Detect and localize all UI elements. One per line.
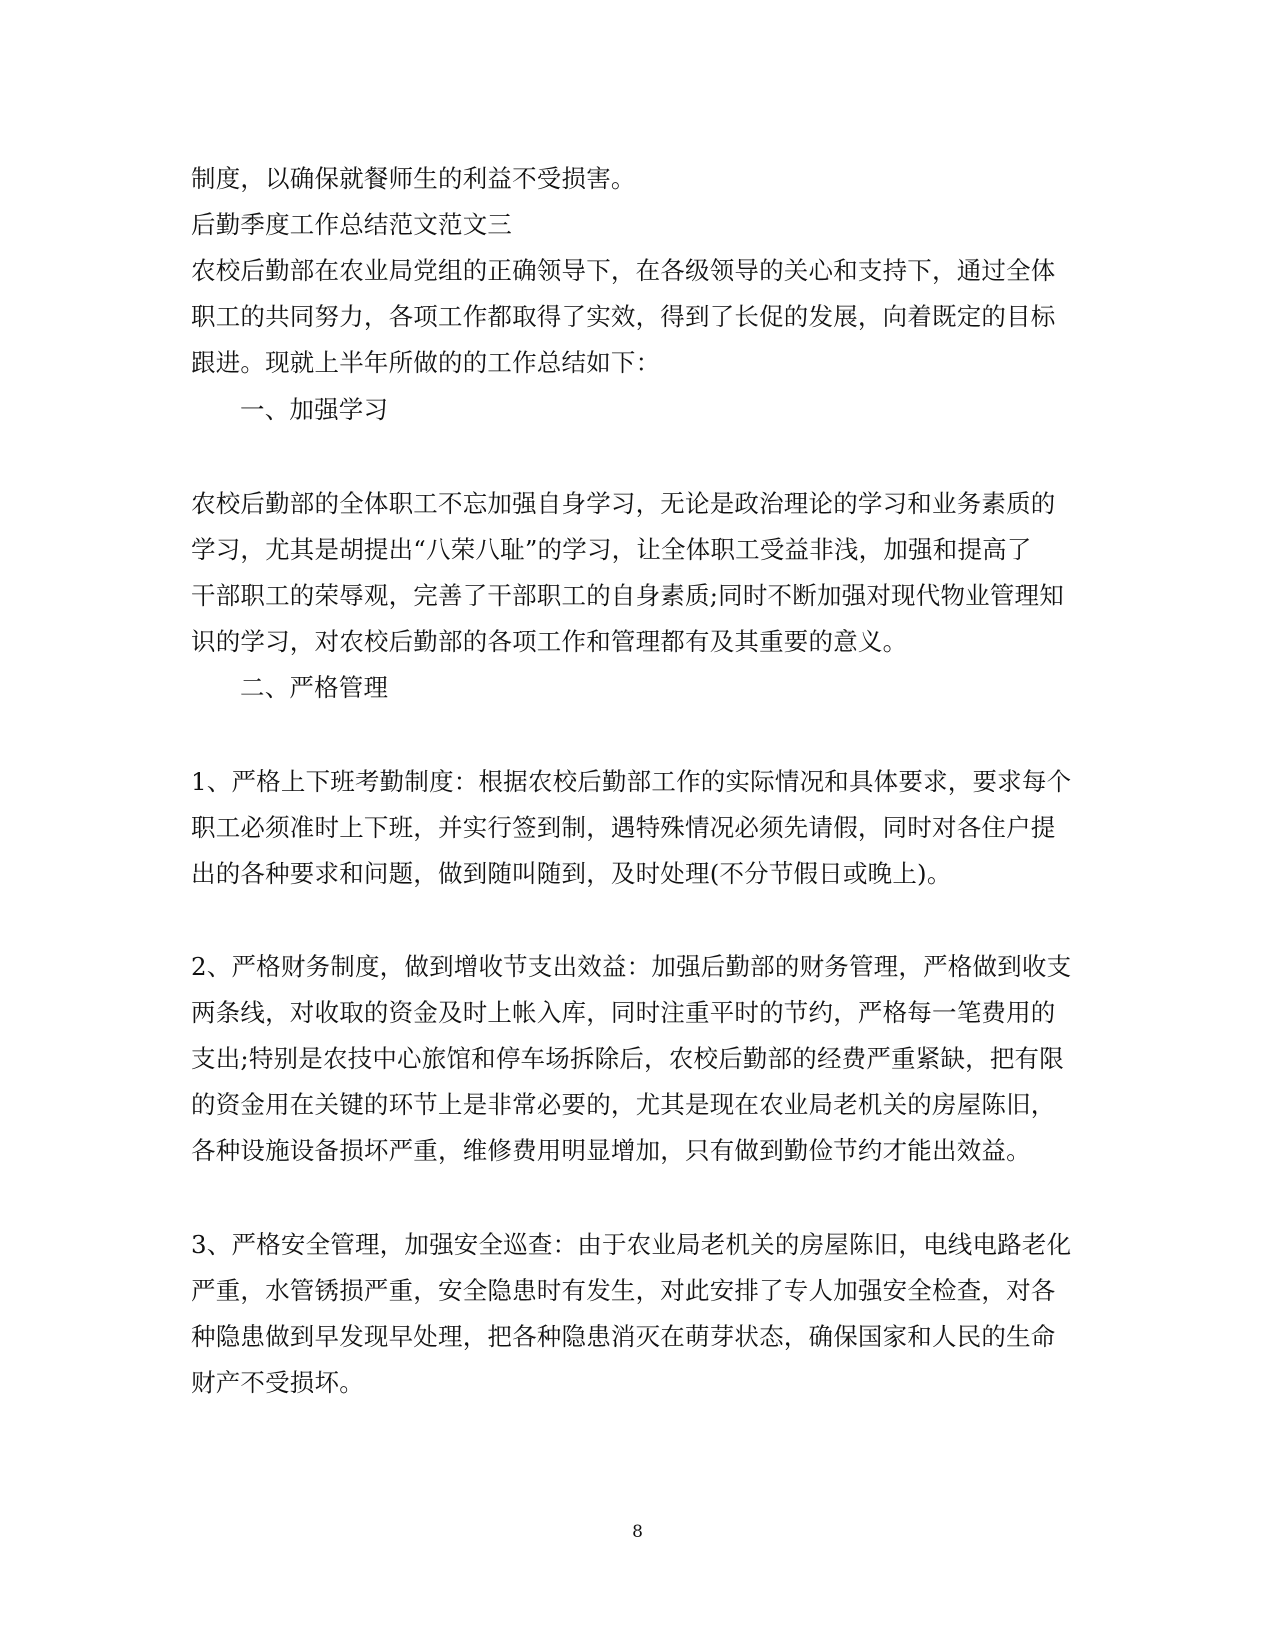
text-line-8: 学习，尤其是胡提出“八荣八耻”的学习，让全体职工受益非浅，加强和提高了 (191, 535, 1032, 564)
text-line-1: 制度，以确保就餐师生的利益不受损害。 (191, 164, 636, 193)
text-line-13: 职工必须准时上下班，并实行签到制，遇特殊情况必须先请假，同时对各住户提 (191, 813, 1056, 842)
text-line-19: 各种设施设备损坏严重，维修费用明显增加，只有做到勤俭节约才能出效益。 (191, 1136, 1031, 1165)
page-number: 8 (632, 1522, 643, 1542)
text-line-22: 种隐患做到早发现早处理，把各种隐患消灭在萌芽状态，确保国家和人民的生命 (191, 1322, 1056, 1351)
text-line-14: 出的各种要求和问题，做到随叫随到，及时处理(不分节假日或晚上)。 (191, 859, 952, 888)
text-line-17: 支出;特别是农技中心旅馆和停车场拆除后，农校后勤部的经费严重紧缺，把有限 (191, 1044, 1064, 1073)
text-line-16: 两条线，对收取的资金及时上帐入库，同时注重平时的节约，严格每一笔费用的 (191, 998, 1056, 1027)
text-line-18: 的资金用在关键的环节上是非常必要的，尤其是现在农业局老机关的房屋陈旧， (191, 1090, 1056, 1119)
text-line-21: 严重，水管锈损严重，安全隐患时有发生，对此安排了专人加强安全检查，对各 (191, 1276, 1056, 1305)
text-line-15: 2、严格财务制度，做到增收节支出效益：加强后勤部的财务管理，严格做到收支 (191, 952, 1072, 981)
section-heading: 后勤季度工作总结范文范文三 (191, 210, 513, 239)
text-line-10: 识的学习，对农校后勤部的各项工作和管理都有及其重要的意义。 (191, 627, 908, 656)
text-line-5: 跟进。现就上半年所做的的工作总结如下： (191, 348, 661, 377)
subheading-study: 一、加强学习 (240, 395, 389, 424)
text-line-3: 农校后勤部在农业局党组的正确领导下，在各级领导的关心和支持下，通过全体 (191, 256, 1056, 285)
text-line-23: 财产不受损坏。 (191, 1368, 364, 1397)
text-line-7: 农校后勤部的全体职工不忘加强自身学习，无论是政治理论的学习和业务素质的 (191, 489, 1056, 518)
text-line-4: 职工的共同努力，各项工作都取得了实效，得到了长促的发展，向着既定的目标 (191, 302, 1056, 331)
text-line-20: 3、严格安全管理，加强安全巡查：由于农业局老机关的房屋陈旧，电线电路老化 (191, 1230, 1072, 1259)
subheading-management: 二、严格管理 (240, 673, 389, 702)
text-line-12: 1、严格上下班考勤制度：根据农校后勤部工作的实际情况和具体要求，要求每个 (191, 767, 1072, 796)
text-line-9: 干部职工的荣辱观，完善了干部职工的自身素质;同时不断加强对现代物业管理知 (191, 581, 1064, 610)
